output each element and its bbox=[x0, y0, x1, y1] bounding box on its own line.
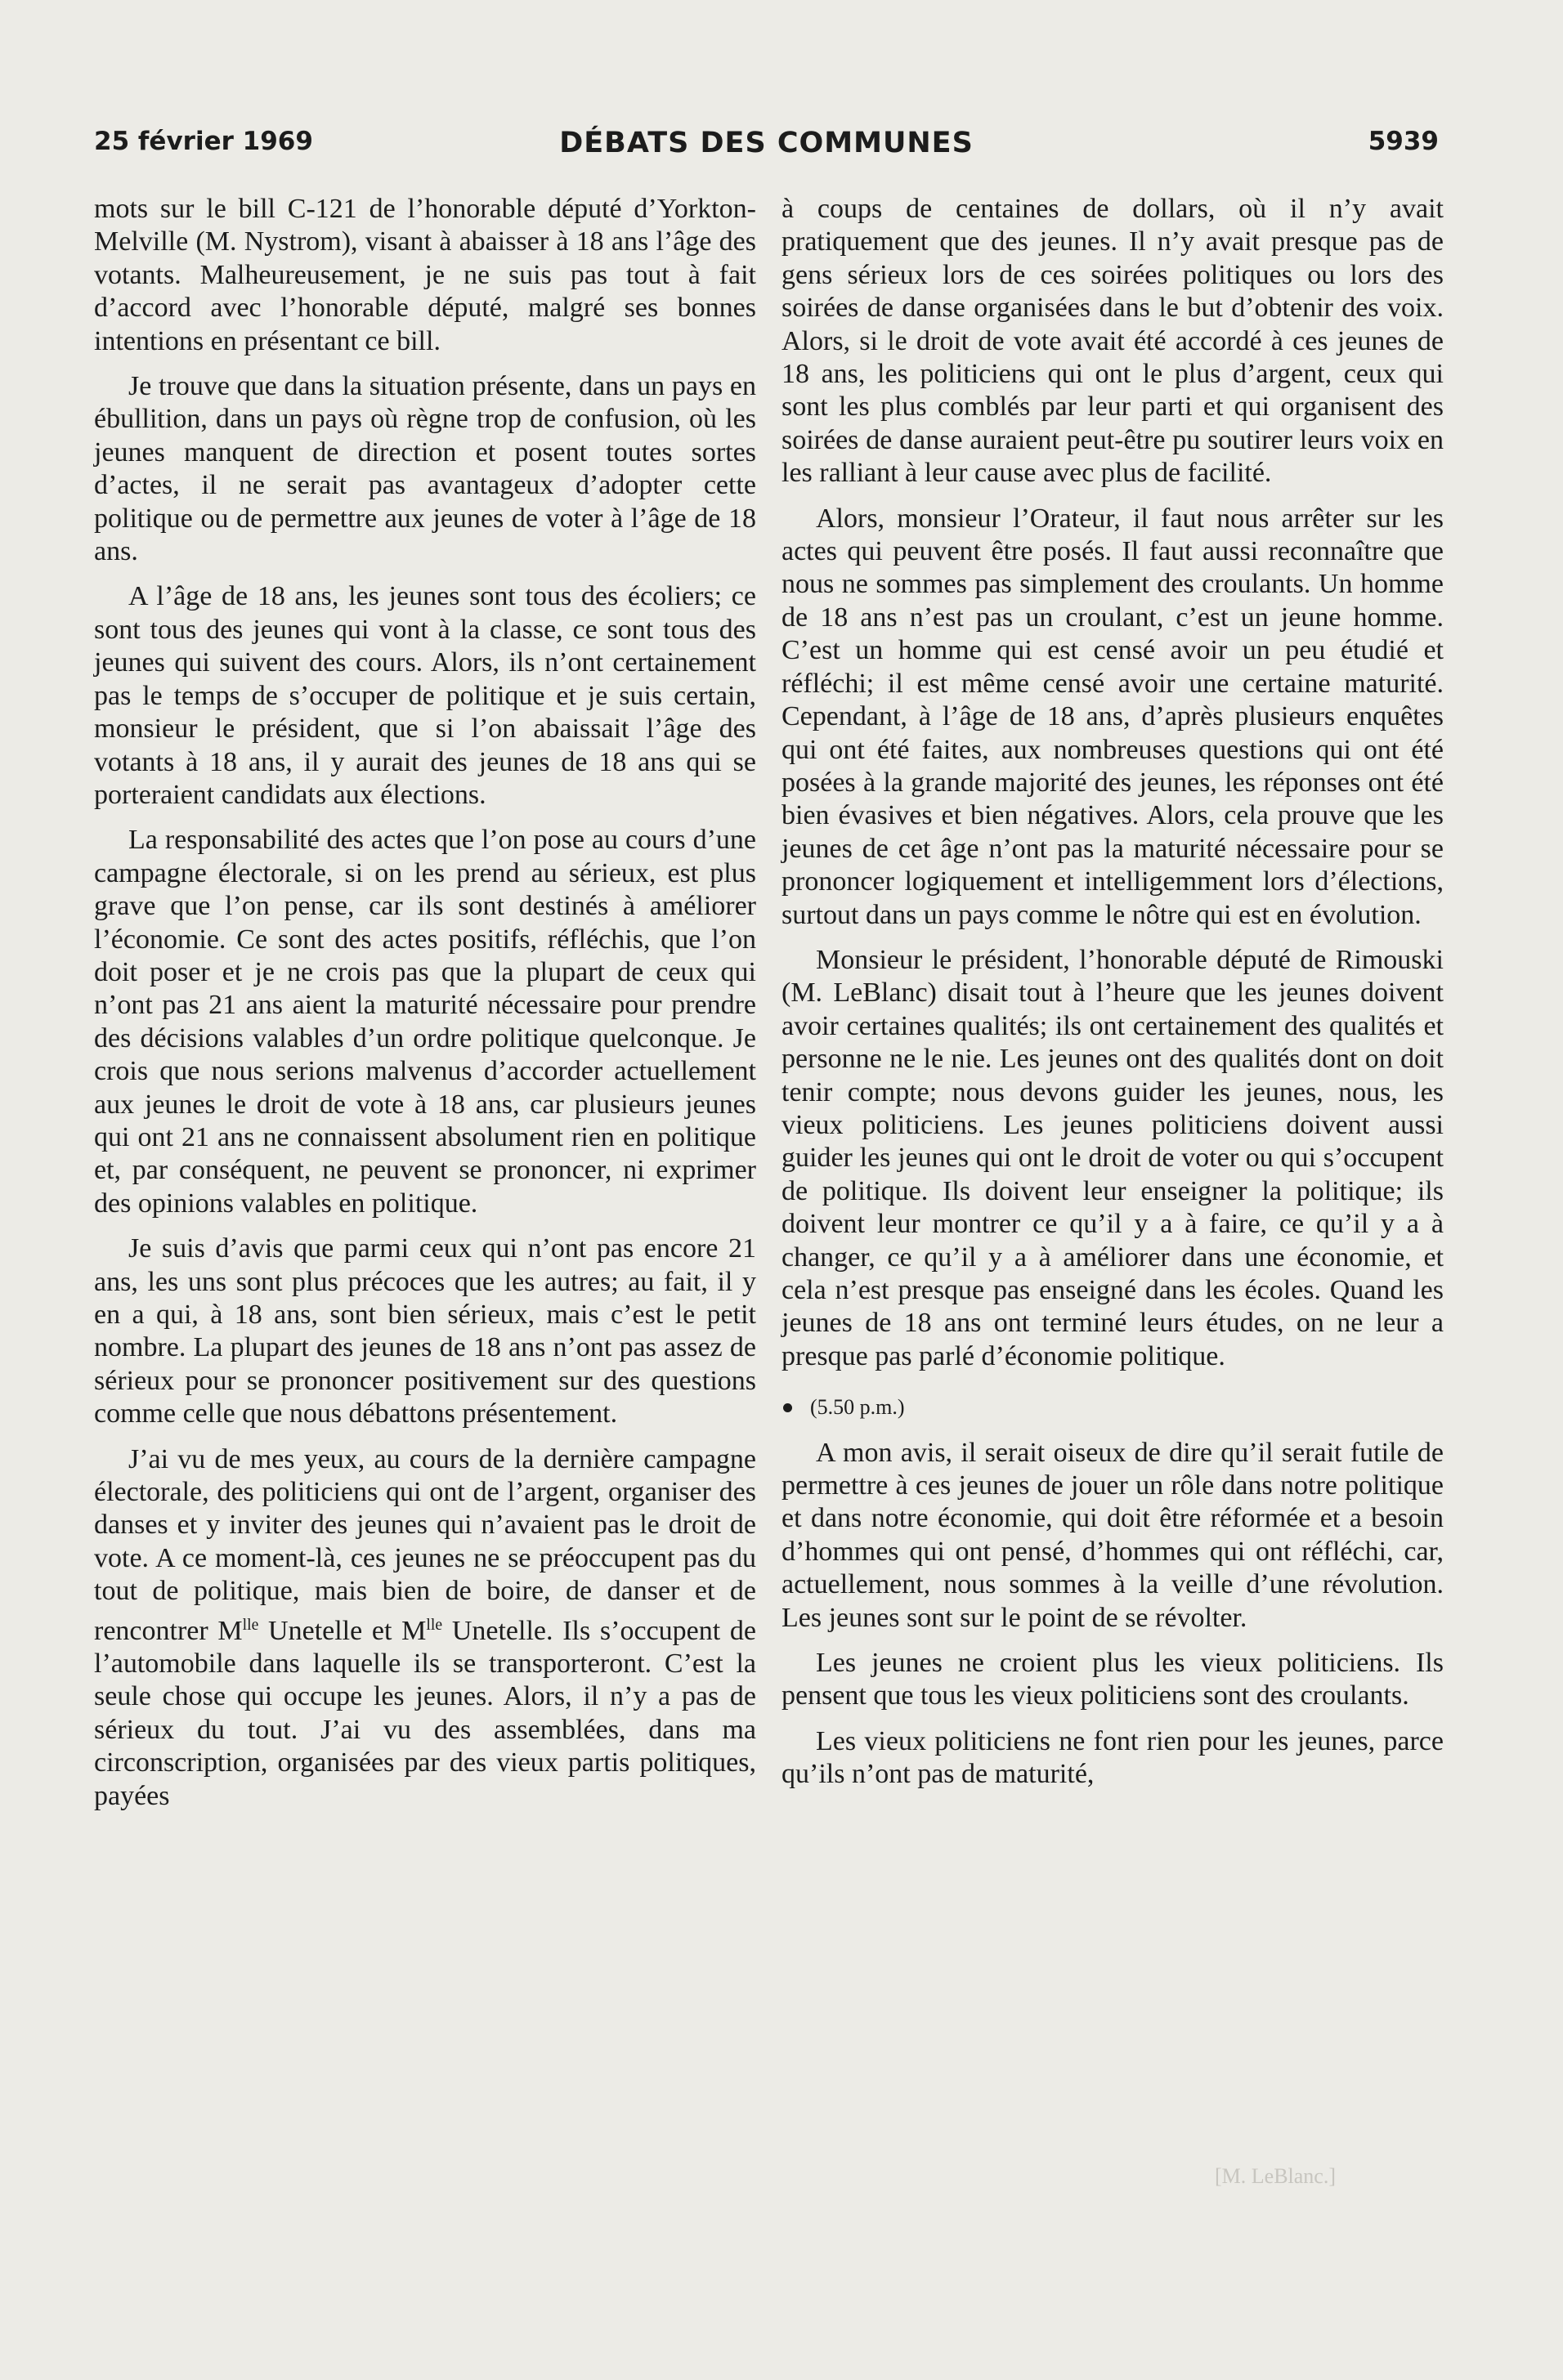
paragraph: Je trouve que dans la situation présente, dans un pays en ébullition, dans un pays où règne trop de confusion, où les jeunes manquent de direction et posent toutes sortes d’actes, il ne serait pas avantageux d’adopter cette politique ou de permettre aux jeunes de voter à l’âge de 18 ans. bbox=[94, 371, 756, 567]
page-header bbox=[94, 127, 1439, 168]
paragraph: à coups de centaines de dollars, où il n’y avait pratiquement que des jeunes. Il n’y avait presque pas de gens sérieux lors de ces soirées politiques ou lors des soirées de danse organisées dans le but d’obtenir des voix. Alors, si le droit de vote avait été accordé à ces jeunes de 18 ans, les politiciens qui ont le plus d’argent, ceux qui sont les plus comblés par leur parti et qui organisent des soirées de danse auraient peut-être pu soutirer leurs voix en les ralliant à leur cause avec plus de facilité. bbox=[782, 194, 1444, 489]
paragraph: A mon avis, il serait oiseux de dire qu’il serait futile de permettre à ces jeunes de jouer un rôle dans notre politique et dans notre économie, qui doit être réformée et a besoin d’hommes qui ont pensé, d’hommes qui ont réfléchi, car, actuellement, nous sommes à la veille d’une révolution. Les jeunes sont sur le point de se révolter. bbox=[782, 1437, 1444, 1633]
footer-bleed-text: [M. LeBlanc.] bbox=[1215, 2164, 1337, 2188]
paragraph-text: J’ai vu de mes yeux, au cours de la dernière campagne électorale, des politiciens qui ont de l’argent, organiser des danses et y inviter des jeunes qui n’avaient pas le droit de vote. A ce moment-là, ces jeunes ne se préoccupent pas du tout de politique, mais bien de boire, de danser et de rencontrer M bbox=[94, 1443, 756, 1646]
paragraph: Les vieux politiciens ne font rien pour les jeunes, parce qu’ils n’ont pas de maturité, bbox=[782, 1725, 1444, 1790]
superscript: lle bbox=[426, 1615, 443, 1634]
paragraph: A l’âge de 18 ans, les jeunes sont tous des écoliers; ce sont tous des jeunes qui vont à la classe, ce sont tous des jeunes qui suivent des cours. Alors, ils n’ont certainement pas le temps de s’occuper de politique et je suis certain, monsieur le président, que si l’on abaissait l’âge des votants à 18 ans, il y aurait des jeunes de 18 ans qui se porteraient candidats aux élections. bbox=[94, 581, 756, 810]
time-marker bbox=[782, 1391, 1444, 1424]
paragraph: Les jeunes ne croient plus les vieux politiciens. Ils pensent que tous les vieux politiciens sont des croulants. bbox=[782, 1648, 1444, 1711]
header-page-number: 5939 bbox=[1368, 127, 1439, 156]
paragraph-text: Unetelle et M bbox=[258, 1615, 427, 1646]
paragraph: La responsabilité des actes que l’on pose au cours d’une campagne électorale, si on les prend au sérieux, est plus grave que l’on pense, car ils sont destinés à améliorer l’économie. Ce sont des actes positifs, réfléchis, que l’on doit poser et je ne crois pas que la plupart de ceux qui n’ont pas 21 ans aient la maturité nécessaire pour prendre des décisions valables d’un ordre politique quelconque. Je crois que nous serions malvenus d’accorder actuellement aux jeunes le droit de vote à 18 ans, car plusieurs jeunes qui ont 21 ans ne connaissent absolument rien en politique et, par conséquent, ne peuvent se prononcer, ni exprimer des opinions valables en politique. bbox=[94, 825, 756, 1219]
time-marker-text: (5.50 p.m.) bbox=[810, 1395, 905, 1420]
paragraph: Je suis d’avis que parmi ceux qui n’ont pas encore 21 ans, les uns sont plus précoces que les autres; au fait, il y en a qui, à 18 ans, sont bien sérieux, mais c’est le petit nombre. La plupart des jeunes de 18 ans n’ont pas assez de sérieux pour se prononcer positivement sur des questions comme celle que nous débattons présentement. bbox=[94, 1233, 756, 1429]
paragraph bbox=[94, 1443, 756, 1813]
right-column bbox=[782, 193, 1444, 1792]
header-date: 25 février 1969 bbox=[94, 127, 313, 156]
paragraph-text: Unetelle. Ils s’occupent de l’automobile dans laquelle ils se transporteront. C’est la seule chose qui occupe les jeunes. Alors, il n’y a pas de sérieux du tout. J’ai vu des assemblées, dans ma circonscription, organisées par des vieux partis politiques, payées bbox=[94, 1615, 757, 1811]
paragraph: Monsieur le président, l’honorable député de Rimouski (M. LeBlanc) disait tout à l’heure que les jeunes doivent avoir certaines qualités; ils ont certainement des qualités et personne ne le nie. Les jeunes ont des qualités dont on doit tenir compte; nous devons guider les jeunes, nous, les vieux politiciens. Les jeunes politiciens doivent aussi guider les jeunes qui ont le droit de voter ou qui s’occupent de politique. Ils doivent leur enseigner la politique; ils doivent leur montrer ce qu’il y a à faire, ce qu’il y a à changer, ce qu’il y a à améliorer dans une économie, et cela n’est presque pas enseigné dans les écoles. Quand les jeunes de 18 ans ont terminé leurs études, on ne leur a presque pas parlé d’économie politique. bbox=[782, 944, 1444, 1371]
paragraph: Alors, monsieur l’Orateur, il faut nous arrêter sur les actes qui peuvent être posés. Il faut aussi reconnaître que nous ne sommes pas simplement des croulants. Un homme de 18 ans n’est pas un croulant, c’est un jeune homme. C’est un homme qui est censé avoir un peu étudié et réfléchi; il est même censé avoir une certaine maturité. Cependant, à l’âge de 18 ans, d’après plusieurs enquêtes qui ont été faites, aux nombreuses questions qui ont été posées à la grande majorité des jeunes, les réponses ont été bien évasives et bien négatives. Alors, cela prouve que les jeunes de cet âge n’ont pas la maturité nécessaire pour se prononcer logiquement et intelligemment lors d’élections, surtout dans un pays comme le nôtre qui est en évolution. bbox=[782, 503, 1444, 930]
bullet-icon bbox=[783, 1403, 792, 1412]
superscript: lle bbox=[242, 1615, 259, 1634]
header-title: DÉBATS DES COMMUNES bbox=[559, 127, 974, 159]
paragraph: mots sur le bill C-121 de l’honorable député d’Yorkton-Melville (M. Nystrom), visant à abaisser à 18 ans l’âge des votants. Malheureusement, je ne suis pas tout à fait d’accord avec l’honorable député, malgré ses bonnes intentions en présentant ce bill. bbox=[94, 194, 756, 356]
left-column bbox=[94, 193, 756, 1813]
